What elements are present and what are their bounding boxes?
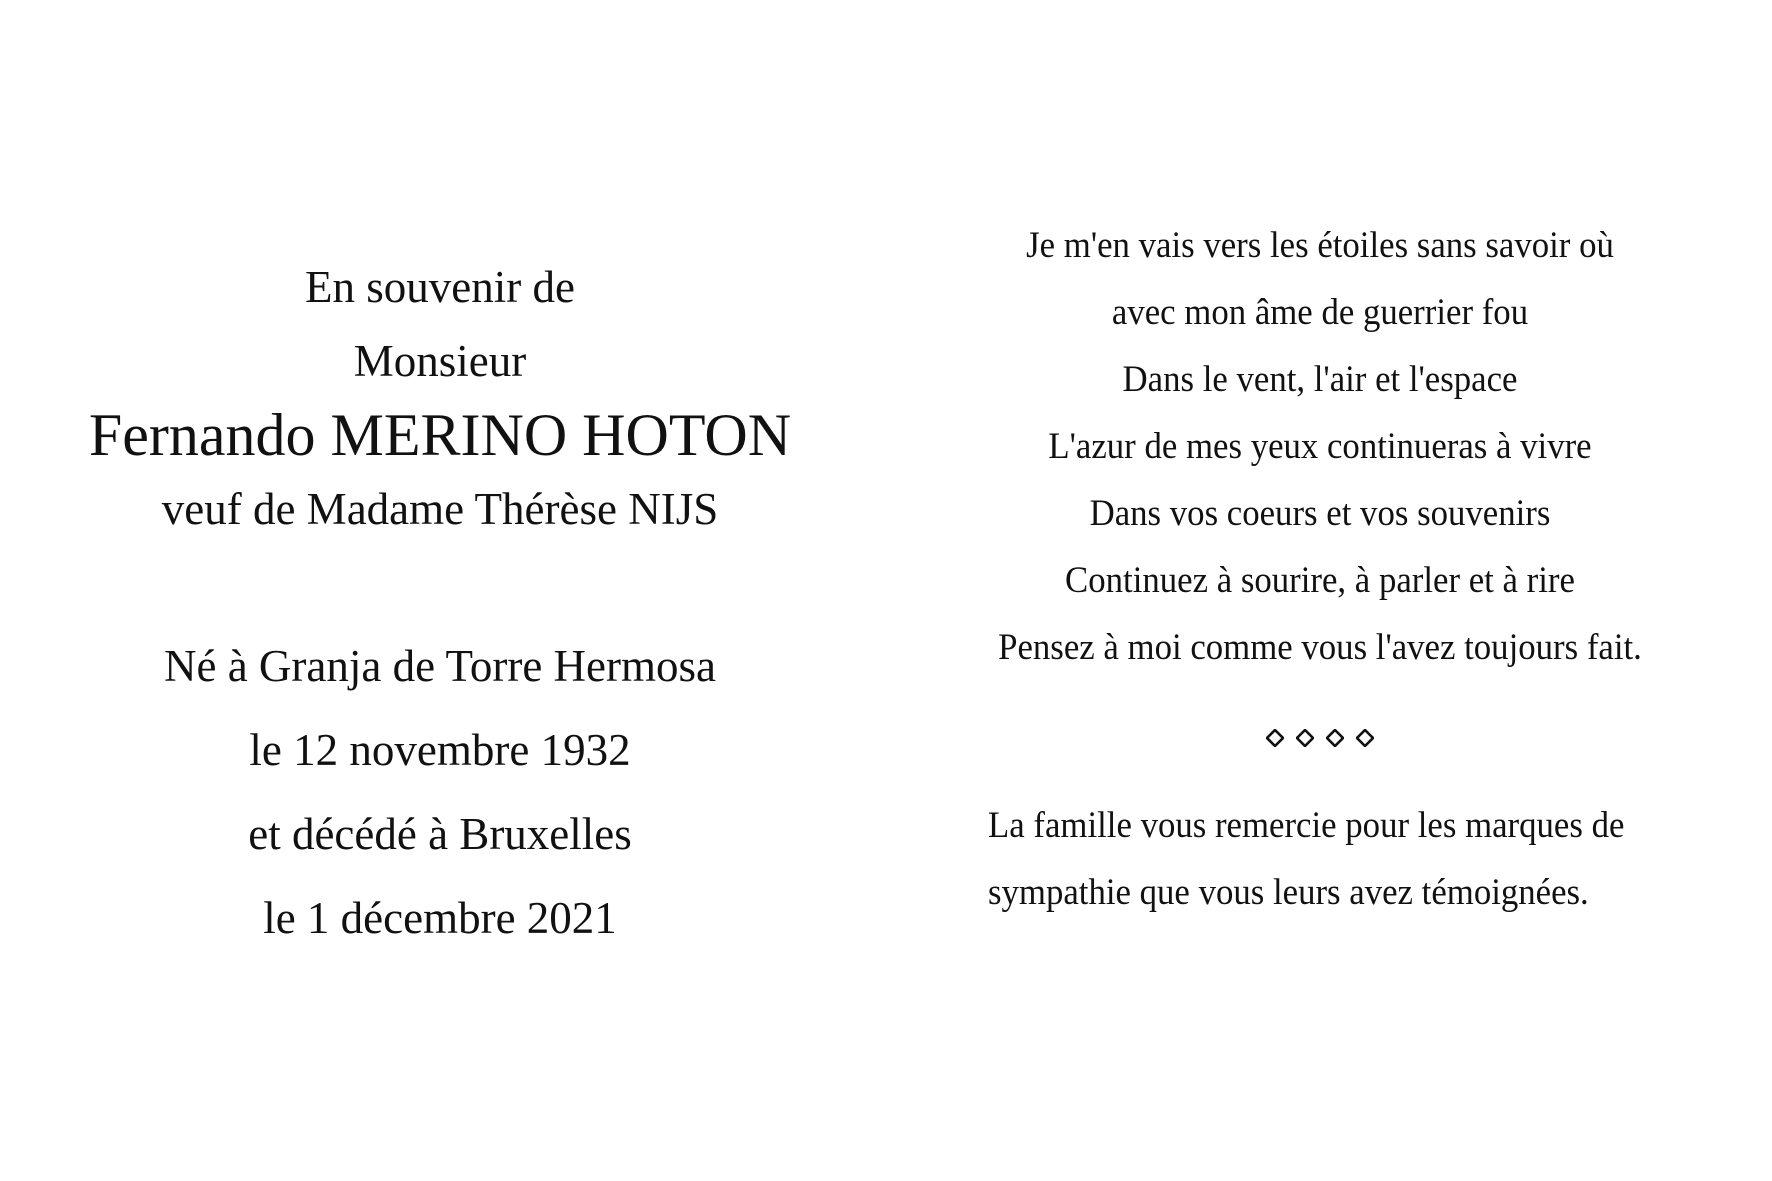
birth-place: Né à Granja de Torre Hermosa xyxy=(163,641,717,691)
intro-line: En souvenir de xyxy=(305,262,575,312)
poem-line: Continuez à sourire, à parler et à rire xyxy=(1065,560,1575,601)
diamond-outline-icon xyxy=(1266,729,1284,747)
poem-line: avec mon âme de guerrier fou xyxy=(1111,292,1529,333)
title-line: Monsieur xyxy=(353,336,527,386)
life-dates-block xyxy=(60,624,820,960)
death-place: et décédé à Bruxelles xyxy=(248,809,632,859)
ornament-divider xyxy=(940,714,1700,762)
thanks-line: La famille vous remercie pour les marques de xyxy=(988,805,1625,846)
poem xyxy=(940,212,1700,681)
poem-line: L'azur de mes yeux continueras à vivre xyxy=(1048,426,1592,467)
death-date: le 1 décembre 2021 xyxy=(263,893,617,943)
spouse-line: veuf de Madame Thérèse NIJS xyxy=(161,484,719,534)
thanks-message xyxy=(940,792,1700,926)
memorial-right-panel xyxy=(940,212,1700,926)
deceased-name: Fernando MERINO HOTON xyxy=(88,402,792,468)
diamond-outline-icon xyxy=(1356,729,1374,747)
diamond-outline-icon xyxy=(1326,729,1344,747)
thanks-line: sympathie que vous leurs avez témoignées. xyxy=(988,872,1589,913)
poem-line: Dans vos coeurs et vos souvenirs xyxy=(1089,493,1551,534)
poem-line: Dans le vent, l'air et l'espace xyxy=(1122,359,1518,400)
diamond-outline-icon xyxy=(1296,729,1314,747)
poem-line: Je m'en vais vers les étoiles sans savoir où xyxy=(1026,225,1614,266)
memorial-left-panel xyxy=(60,250,820,960)
birth-date: le 12 novembre 1932 xyxy=(249,725,631,775)
poem-line: Pensez à moi comme vous l'avez toujours fait. xyxy=(998,627,1642,668)
